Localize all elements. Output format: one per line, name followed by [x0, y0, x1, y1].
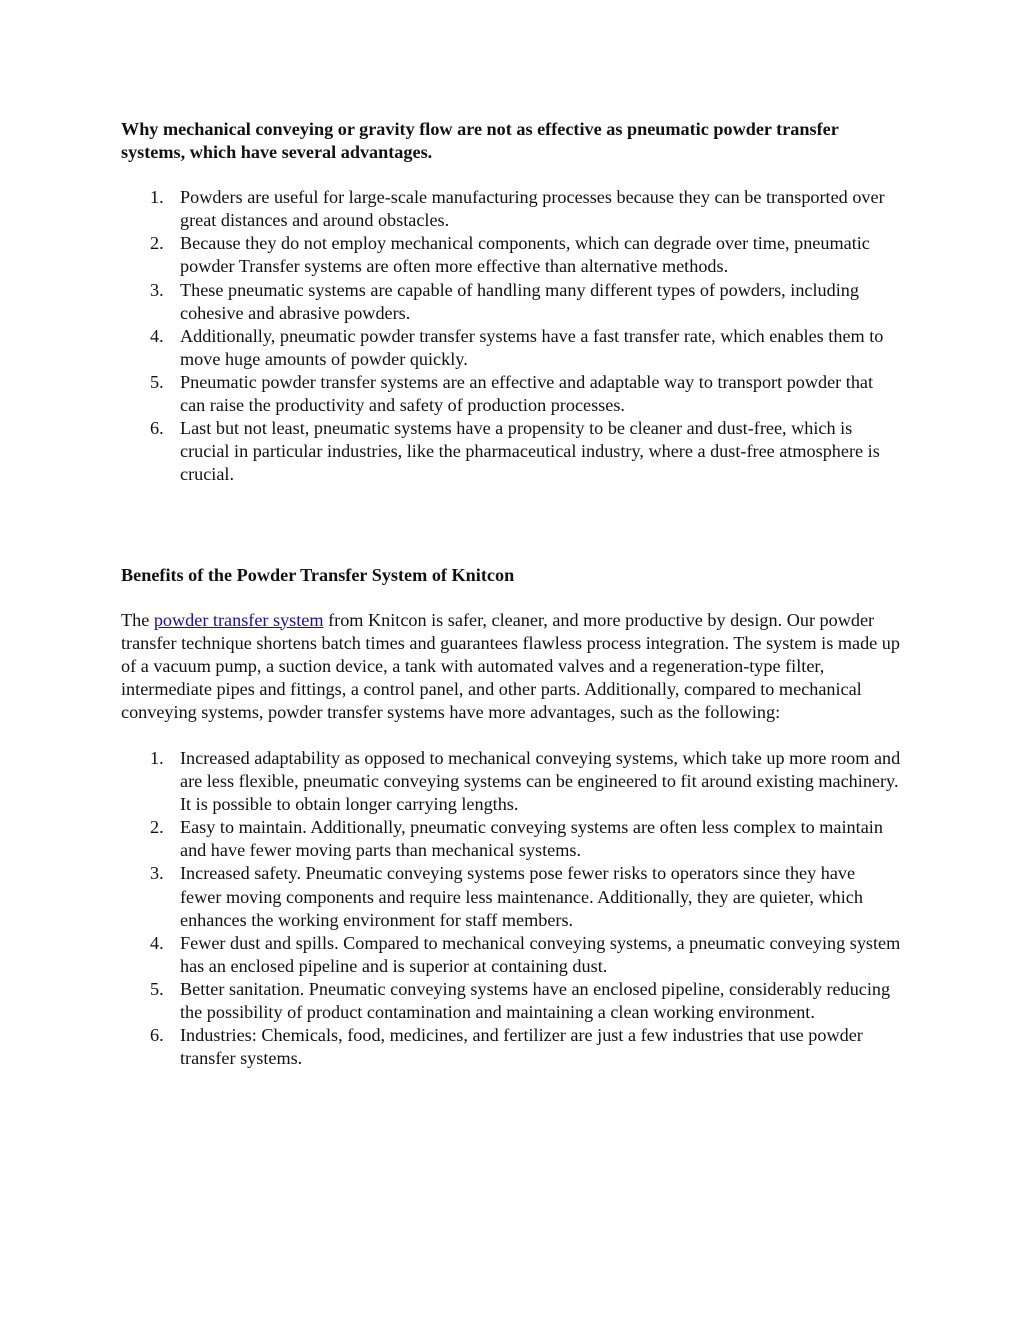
list-item	[121, 417, 901, 486]
list-number: 5.	[150, 978, 164, 999]
benefits-list	[121, 747, 901, 1070]
list-item	[121, 1024, 901, 1070]
list-number: 4.	[150, 325, 164, 346]
list-item-text: Increased adaptability as opposed to mechanical conveying systems, which take up more room and are less flexible, pneumatic conveying systems can be engineered to fit around existing machinery. It is possible to obtain longer carrying lengths.	[180, 747, 901, 815]
list-item	[121, 932, 901, 978]
list-number: 1.	[150, 747, 164, 768]
list-item-text: Increased safety. Pneumatic conveying systems pose fewer risks to operators since they have fewer moving components and require less maintenance. Additionally, they are quieter, which enhances the working environment for staff members.	[180, 863, 863, 930]
list-item	[121, 862, 901, 931]
list-item	[121, 747, 901, 816]
list-item-text: Powders are useful for large-scale manufacturing processes because they can be transported over great distances and around obstacles.	[180, 187, 885, 231]
list-item	[121, 978, 901, 1024]
paragraph-text-rest: from Knitcon is safer, cleaner, and more productive by design. Our powder transfer technique shortens batch times and guarantees flawless process integration. The system is made up of a vacuum pump, a suction device, a tank with automated valves and a regeneration-type filter, intermediate pipes and fittings, a control panel, and other parts. Additionally, compared to mechanical conveying systems, powder transfer systems have more advantages, such as the following:	[121, 609, 900, 722]
list-item	[121, 279, 901, 325]
list-number: 3.	[150, 279, 164, 300]
list-number: 2.	[150, 817, 164, 838]
list-item-text: Easy to maintain. Additionally, pneumatic conveying systems are often less complex to maintain and have fewer moving parts than mechanical systems.	[180, 817, 883, 861]
list-number: 4.	[150, 932, 164, 953]
benefits-paragraph	[121, 609, 901, 724]
list-item	[121, 816, 901, 862]
document-page	[121, 118, 901, 1070]
list-item	[121, 371, 901, 417]
section-heading-benefits: Benefits of the Powder Transfer System of Knitcon	[121, 565, 515, 586]
list-number: 2.	[150, 233, 164, 254]
paragraph-text-prefix: The	[121, 609, 154, 630]
list-number: 1.	[150, 187, 164, 208]
section-heading-why-pneumatic: Why mechanical conveying or gravity flow are not as effective as pneumatic powder transfer systems, which have several advantages.	[121, 119, 839, 163]
list-item	[121, 325, 901, 371]
list-item-text: Additionally, pneumatic powder transfer systems have a fast transfer rate, which enables them to move huge amounts of powder quickly.	[180, 325, 884, 369]
list-number: 5.	[150, 371, 164, 392]
list-item-text: Better sanitation. Pneumatic conveying systems have an enclosed pipeline, considerably reducing the possibility of product contamination and maintaining a clean working environment.	[180, 978, 891, 1022]
list-number: 6.	[150, 418, 164, 439]
list-item	[121, 186, 901, 232]
list-item-text: These pneumatic systems are capable of handling many different types of powders, including cohesive and abrasive powders.	[180, 279, 859, 323]
list-item-text: Pneumatic powder transfer systems are an effective and adaptable way to transport powder that can raise the productivity and safety of production processes.	[180, 371, 874, 416]
list-item	[121, 232, 901, 278]
list-item-text: Because they do not employ mechanical components, which can degrade over time, pneumatic powder Transfer systems are often more effective than alternative methods.	[180, 233, 870, 277]
list-item-text: Fewer dust and spills. Compared to mechanical conveying systems, a pneumatic conveying system has an enclosed pipeline and is superior at containing dust.	[180, 932, 901, 976]
advantages-list	[121, 186, 901, 486]
list-number: 6.	[150, 1025, 164, 1046]
powder-transfer-system-link[interactable]: powder transfer system	[153, 609, 324, 630]
list-number: 3.	[150, 863, 164, 884]
list-item-text: Industries: Chemicals, food, medicines, and fertilizer are just a few industries that use powder transfer systems.	[180, 1025, 863, 1069]
list-item-text: Last but not least, pneumatic systems have a propensity to be cleaner and dust-free, which is crucial in particular industries, like the pharmaceutical industry, where a dust-free atmosphere is crucial.	[180, 418, 880, 485]
